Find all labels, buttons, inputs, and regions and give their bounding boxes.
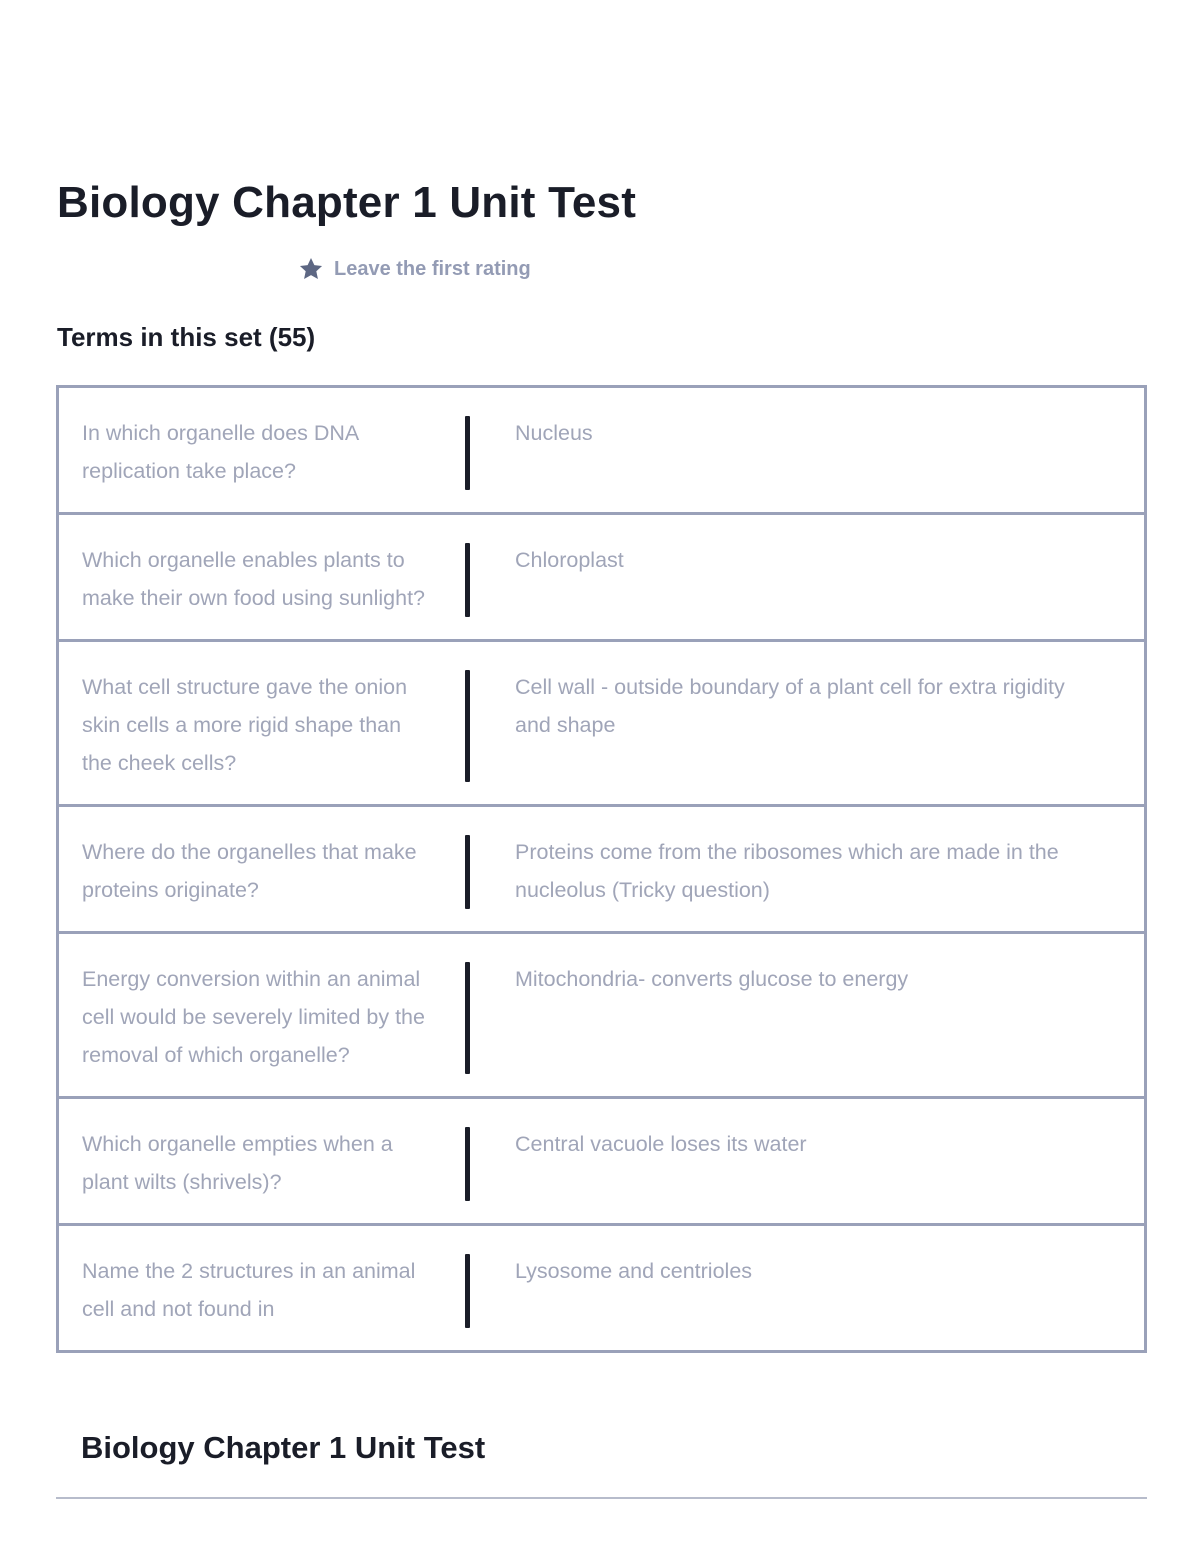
term-row[interactable]: [56, 1099, 1147, 1226]
term-question: Where do the organelles that make proteins originate?: [82, 840, 417, 902]
term-row[interactable]: [56, 807, 1147, 934]
term-question: Which organelle enables plants to make their own food using sunlight?: [82, 548, 426, 610]
term-definition: Chloroplast: [515, 548, 624, 572]
term-row[interactable]: [56, 934, 1147, 1099]
footer-divider: [56, 1497, 1147, 1499]
term-divider: [465, 416, 470, 490]
term-definition: Nucleus: [515, 421, 593, 445]
term-definition: Lysosome and centrioles: [515, 1259, 753, 1283]
term-row[interactable]: [56, 1226, 1147, 1353]
term-list: [56, 385, 1147, 1353]
star-icon: [298, 256, 324, 282]
page-title: Biology Chapter 1 Unit Test: [57, 178, 637, 227]
terms-heading: Terms in this set (55): [57, 322, 316, 352]
terms-container: [56, 385, 1147, 1402]
term-divider: [465, 835, 470, 909]
term-definition: Cell wall - outside boundary of a plant cell for extra rigidity and shape: [515, 675, 1065, 737]
term-definition: Central vacuole loses its water: [515, 1132, 807, 1156]
term-divider: [465, 962, 470, 1074]
term-row[interactable]: [56, 388, 1147, 515]
term-row[interactable]: [56, 515, 1147, 642]
term-divider: [465, 1127, 470, 1201]
term-row[interactable]: [56, 642, 1147, 807]
term-divider: [465, 670, 470, 782]
term-question: Energy conversion within an animal cell would be severely limited by the removal of which organelle?: [82, 967, 425, 1067]
term-definition: Mitochondria- converts glucose to energy: [515, 967, 909, 991]
term-question: In which organelle does DNA replication take place?: [82, 421, 359, 483]
term-divider: [465, 543, 470, 617]
rating-prompt[interactable]: [298, 256, 531, 282]
term-definition: Proteins come from the ribosomes which are made in the nucleolus (Tricky question): [515, 840, 1059, 902]
footer-title: Biology Chapter 1 Unit Test: [81, 1430, 486, 1465]
term-question: Name the 2 structures in an animal cell and not found in: [82, 1259, 416, 1321]
term-question: Which organelle empties when a plant wilts (shrivels)?: [82, 1132, 393, 1194]
term-divider: [465, 1254, 470, 1328]
term-question: What cell structure gave the onion skin cells a more rigid shape than the cheek cells?: [82, 675, 408, 775]
rating-label: Leave the first rating: [334, 257, 531, 280]
